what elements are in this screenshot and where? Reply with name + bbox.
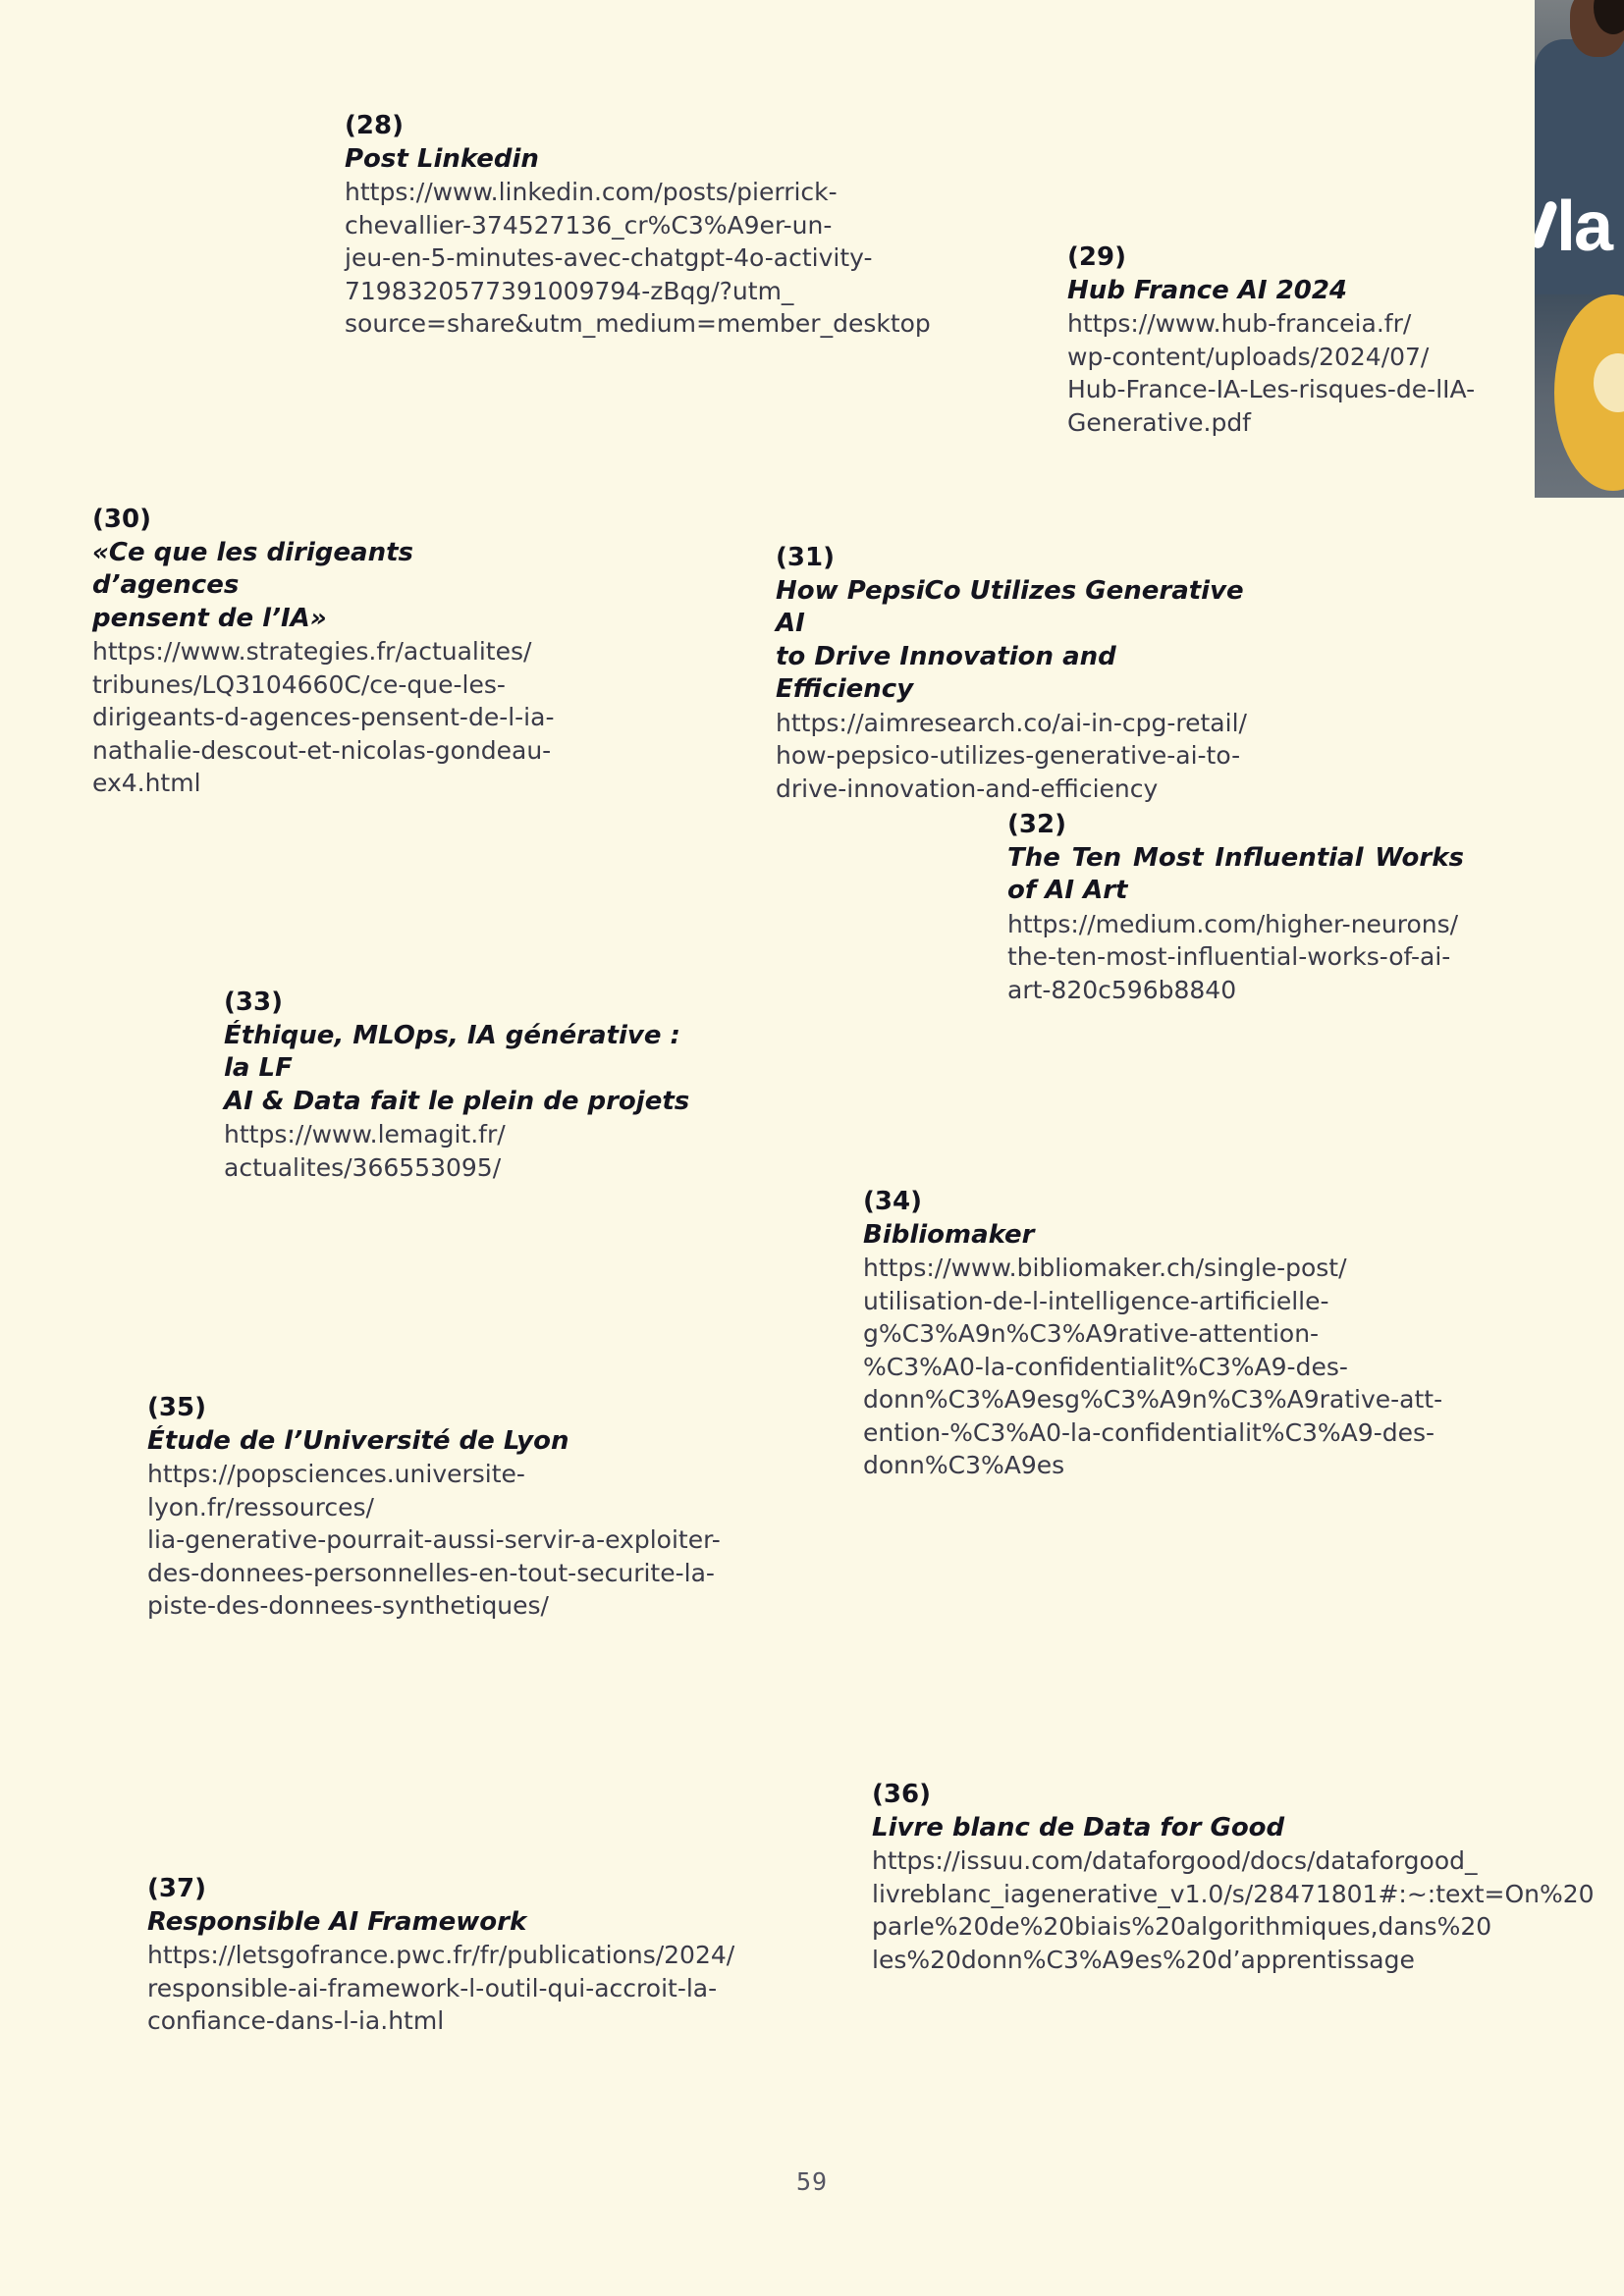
reference-36 <box>872 1779 1595 1976</box>
reference-title: Responsible AI Framework <box>147 1906 527 1937</box>
page-number: 59 <box>795 2167 829 2196</box>
reference-33 <box>224 987 715 1184</box>
reference-title: Livre blanc de Data for Good <box>872 1812 1285 1842</box>
reference-link[interactable]: https://www.bibliomaker.ch/single-post/ utilisation-de-l-intelligence-artificielle- g%C3%A9n%C3%A9rative-attention- %C3%A0-la-confidentialit%C3%A9-des- donn%C3%A9esg%C3%A9n%C3%A9rative-att- ention-%C3%A0-la-confidentialit%C3%A9-des- donn%C3%A9es <box>863 1254 1443 1479</box>
reference-title: «Ce que les dirigeants d’agences pensent de l’IA» <box>92 537 414 633</box>
reference-title: Post Linkedin <box>345 143 539 174</box>
reference-number: (37) <box>147 1874 206 1903</box>
reference-title: Étude de l’Université de Lyon <box>147 1425 569 1456</box>
reference-title: The Ten Most Influential Works of AI Art <box>1007 842 1464 905</box>
reference-29 <box>1067 241 1499 439</box>
reference-link[interactable]: https://www.strategies.fr/actualites/ tribunes/LQ3104660C/ce-que-les- dirigeants-d-agences-pensent-de-l-ia- nathalie-descout-et-nicolas-gondeau- ex4.html <box>92 637 555 797</box>
reference-title: Bibliomaker <box>863 1219 1035 1250</box>
reference-number: (32) <box>1007 810 1066 839</box>
reference-number: (36) <box>872 1780 931 1809</box>
reference-28 <box>345 110 931 341</box>
reference-link[interactable]: https://aimresearch.co/ai-in-cpg-retail/ how-pepsico-utilizes-generative-ai-to- drive-innovation-and-efficiency <box>776 708 1247 803</box>
reference-number: (34) <box>863 1187 922 1216</box>
reference-link[interactable]: https://issuu.com/dataforgood/docs/dataforgood_ livreblanc_iagenerative_v1.0/s/28471801#:~:text=On%20 parle%20de%20biais%20algorithmiques,dans%20 les%20donn%C3%A9es%20d’apprentissage <box>872 1846 1595 1974</box>
reference-number: (28) <box>345 111 404 140</box>
cover-title: la <box>1556 187 1612 266</box>
reference-number: (35) <box>147 1393 206 1422</box>
reference-link[interactable]: https://letsgofrance.pwc.fr/fr/publications/2024/ responsible-ai-framework-l-outil-qui-accroit-la- confiance-dans-l-ia.html <box>147 1941 735 2035</box>
reference-31 <box>776 542 1247 805</box>
reference-32 <box>1007 809 1464 1006</box>
reference-link[interactable]: https://www.linkedin.com/posts/pierrick- chevallier-374527136_cr%C3%A9er-un- jeu-en-5-minutes-avec-chatgpt-4o-activity- 7198320577391009794-zBqg/?utm_ source=share&utm_medium=member_desktop <box>345 178 931 338</box>
reference-title: Hub France AI 2024 <box>1067 275 1348 305</box>
reference-number: (30) <box>92 505 151 534</box>
reference-link[interactable]: https://medium.com/higher-neurons/ the-ten-most-influential-works-of-ai- art-820c596b8840 <box>1007 909 1459 1004</box>
reference-title: How PepsiCo Utilizes Generative AI to Drive Innovation and Efficiency <box>776 575 1244 704</box>
reference-37 <box>147 1873 736 2038</box>
reference-35 <box>147 1392 736 1623</box>
reference-number: (31) <box>776 543 835 572</box>
reference-link[interactable]: https://popsciences.universite-lyon.fr/ressources/ lia-generative-pourrait-aussi-servir-a-exploiter- des-donnees-personnelles-en-tout-securite-la- piste-des-donnees-synthetiques/ <box>147 1460 721 1620</box>
reference-link[interactable]: https://www.lemagit.fr/ actualites/366553095/ <box>224 1120 506 1182</box>
reference-link[interactable]: https://www.hub-franceia.fr/ wp-content/uploads/2024/07/ Hub-France-IA-Les-risques-de-lIA- Generative.pdf <box>1067 309 1476 437</box>
reference-30 <box>92 504 564 800</box>
magazine-cover-thumbnail <box>1535 0 1624 498</box>
reference-number: (29) <box>1067 242 1126 272</box>
reference-34 <box>863 1186 1491 1482</box>
reference-title: Éthique, MLOps, IA générative : la LF AI & Data fait le plein de projets <box>224 1020 690 1116</box>
reference-number: (33) <box>224 988 283 1017</box>
